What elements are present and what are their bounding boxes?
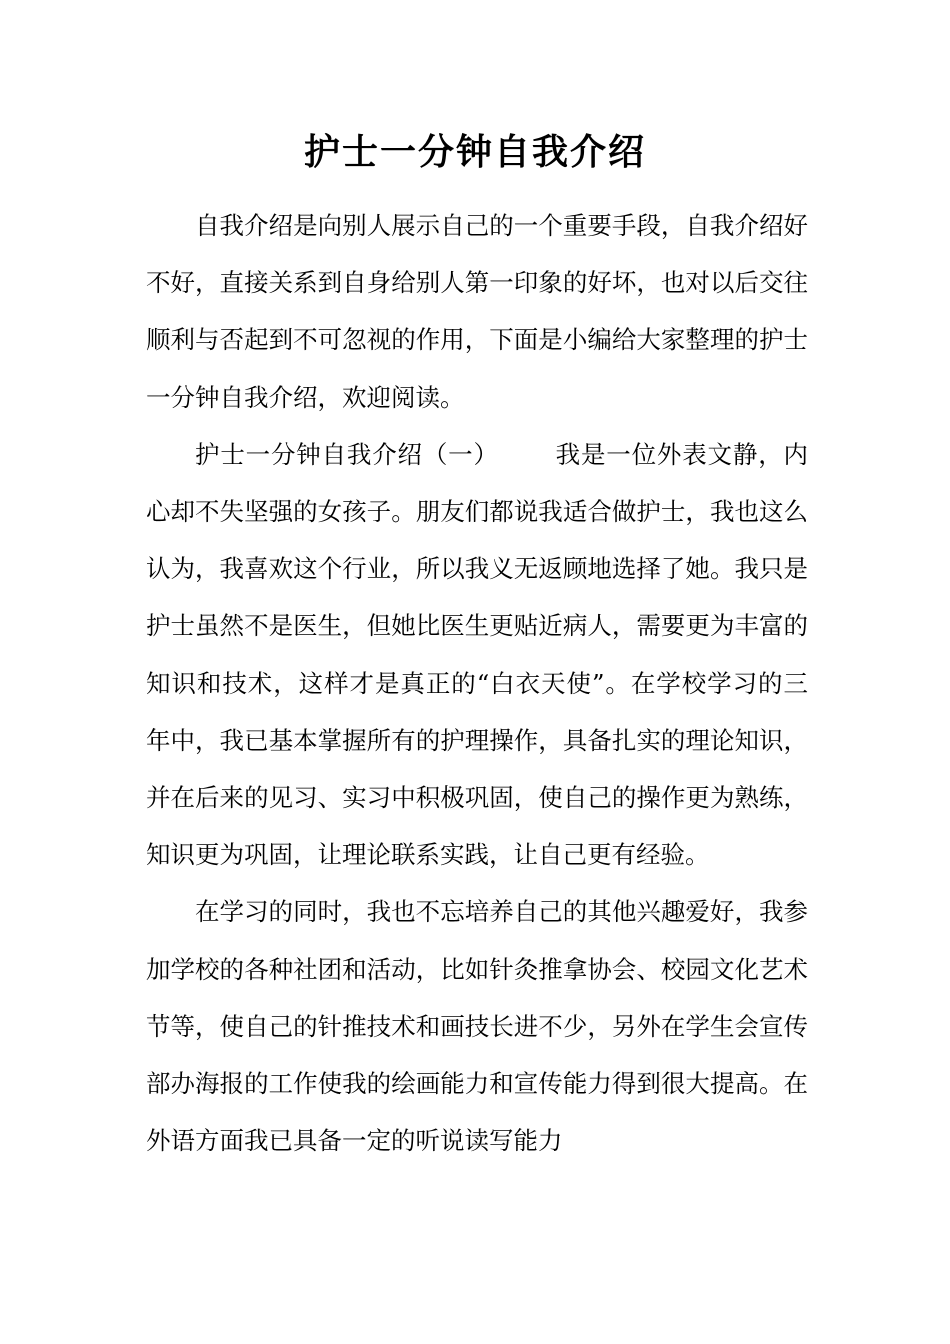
paragraph-hobbies [146,883,808,1169]
paragraph-section-one-text: 我是一位外表文静，内心却不失坚强的女孩子。朋友们都说我适合做护士，我也这么认为，我喜欢这个行业，所以我义无返顾地选择了她。我只是护士虽然不是医生，但她比医生更贴近病人，需要更为丰富的知识和技术，这样才是真正的“白衣天使”。在学校学习的三年中，我已基本掌握所有的护理操作，具备扎实的理论知识，并在后来的见习、实习中积极巩固，使自己的操作更为熟练，知识更为巩固，让理论联系实践，让自己更有经验。 [146,439,809,870]
paragraph-section-one [146,426,808,884]
paragraph-intro [146,197,808,426]
paragraph-intro-text: 自我介绍是向别人展示自己的一个重要手段，自我介绍好不好，直接关系到自身给别人第一印象的好坏，也对以后交往顺利与否起到不可忽视的作用，下面是小编给大家整理的护士一分钟自我介绍，欢迎阅读。 [146,211,808,412]
section-heading: 护士一分钟自我介绍（一） [195,439,499,469]
document-title: 护士一分钟自我介绍 [303,131,646,173]
document-body [146,197,808,1169]
paragraph-hobbies-text: 在学习的同时，我也不忘培养自己的其他兴趣爱好，我参加学校的各种社团和活动，比如针灸推拿协会、校园文化艺术节等，使自己的针推技术和画技长进不少，另外在学生会宣传部办海报的工作使我的绘画能力和宣传能力得到很大提高。在外语方面我已具备一定的听说读写能力 [146,897,808,1156]
